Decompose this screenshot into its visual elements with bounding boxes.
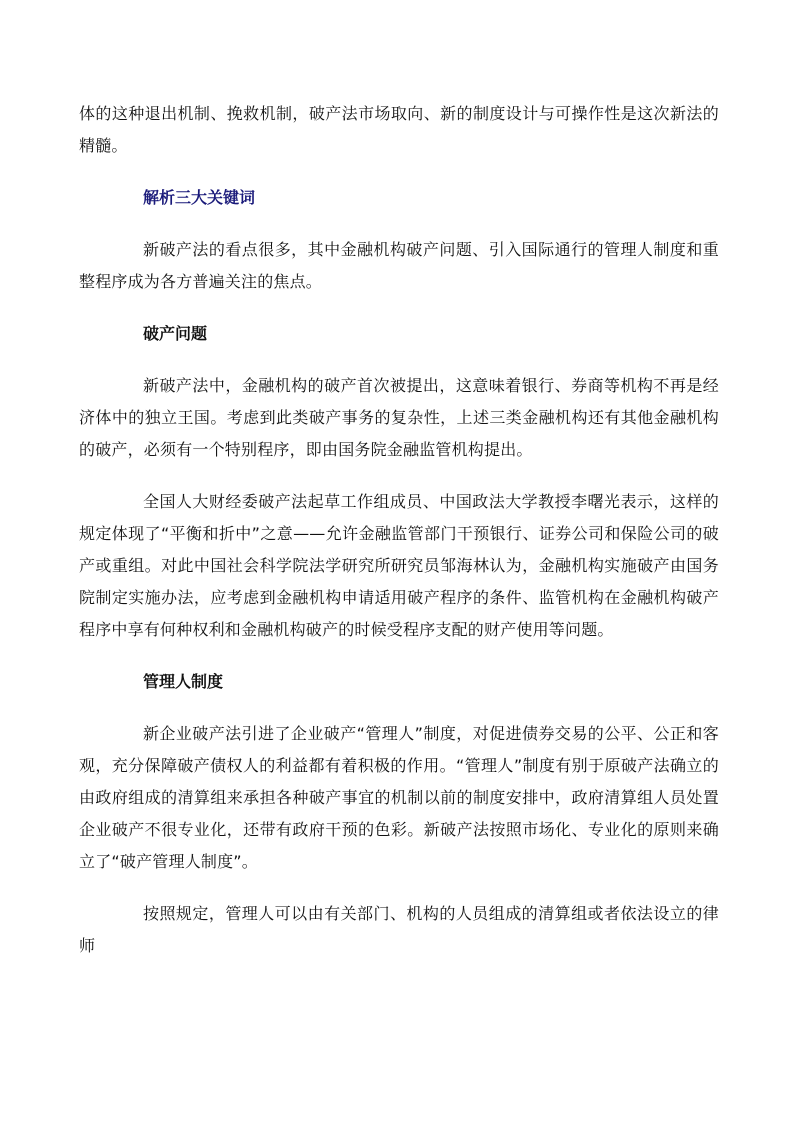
paragraph-highlights: 新破产法的看点很多，其中金融机构破产问题、引入国际通行的管理人制度和重整程序成为各方普遍关注的焦点。 — [79, 240, 719, 291]
paragraph-financial-institutions: 新破产法中，金融机构的破产首次被提出，这意味着银行、券商等机构不再是经济体中的独立王国。考虑到此类破产事务的复杂性，上述三类金融机构还有其他金融机构的破产，必须有一个特别程序，即由国务院金融监管机构提出。 — [79, 376, 719, 459]
paragraph-administrator-system: 新企业破产法引进了企业破产“管理人”制度，对促进债券交易的公平、公正和客观，充分保障破产债权人的利益都有着积极的作用。“管理人”制度有别于原破产法确立的由政府组成的清算组来承担各种破产事宜的机制以前的制度安排中，政府清算组人员处置企业破产不很专业化，还带有政府干预的色彩。新破产法按照市场化、专业化的原则来确立了“破产管理人制度”。 — [79, 724, 719, 871]
block-gap — [79, 698, 719, 718]
paragraph-regulations: 按照规定，管理人可以由有关部门、机构的人员组成的清算组或者依法设立的律师 — [79, 904, 719, 955]
heading-administrator-system: 管理人制度 — [143, 672, 224, 691]
block-gap — [79, 878, 719, 898]
heading-keywords: 解析三大关键词 — [143, 188, 256, 207]
paragraph-expert-opinions: 全国人大财经委破产法起草工作组成员、中国政法大学教授李曙光表示，这样的规定体现了“平衡和折中”之意——允许金融监管部门干预银行、证券公司和保险公司的破产或重组。对此中国社会科学院法学研究所研究员邹海林认为，金融机构实施破产由国务院制定实施办法，应考虑到金融机构申请适用破产程序的条件、监管机构在金融机构破产程序中享有何种权利和金融机构破产的时候受程序支配的财产使用等问题。 — [79, 492, 719, 639]
paragraph-continuation: 体的这种退出机制、挽救机制，破产法市场取向、新的制度设计与可操作性是这次新法的精髓。 — [79, 104, 719, 155]
block-gap — [79, 214, 719, 234]
block-gap — [79, 298, 719, 318]
block-gap — [79, 162, 719, 182]
block-gap — [79, 646, 719, 666]
block-gap — [79, 350, 719, 370]
document-page — [79, 98, 719, 962]
heading-bankruptcy-issue: 破产问题 — [143, 324, 208, 343]
block-gap — [79, 466, 719, 486]
